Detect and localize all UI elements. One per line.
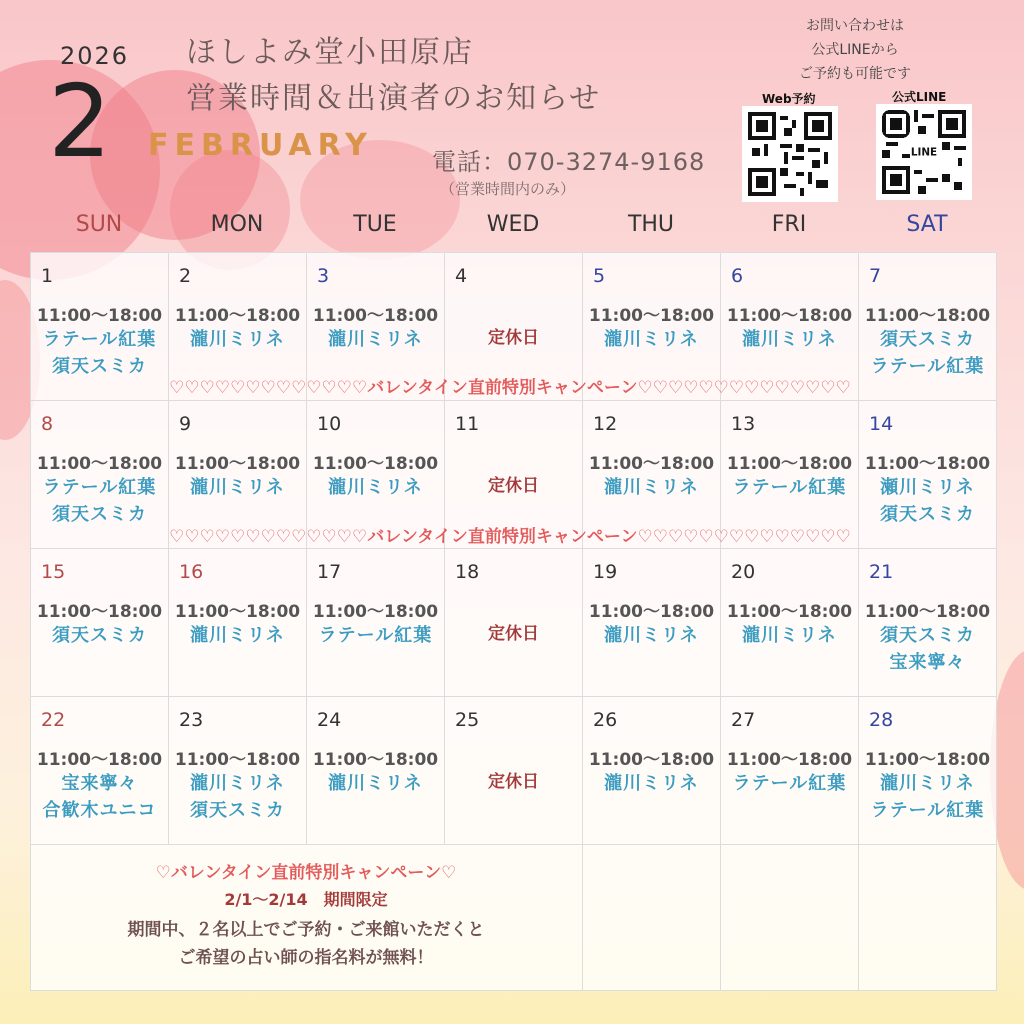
performer-name: ラテール紅葉: [870, 800, 985, 821]
day-number: 12: [593, 413, 618, 435]
contact-line: ご予約も可能です: [799, 66, 911, 82]
weekday-wed: WED: [486, 212, 540, 237]
web-reservation-qr-icon[interactable]: [742, 106, 838, 202]
performer-name: 瀧川ミリネ: [742, 329, 837, 350]
day-number: 19: [593, 561, 618, 583]
business-hours: 11:00〜18:00: [174, 750, 301, 770]
day-number: 25: [455, 709, 480, 731]
calendar-day-cell[interactable]: [307, 697, 445, 845]
day-number: 5: [593, 265, 606, 287]
contact-line: お問い合わせは: [806, 18, 904, 34]
day-number: 23: [179, 709, 204, 731]
performer-name: 瀧川ミリネ: [328, 477, 423, 498]
business-hours: 11:00〜18:00: [726, 750, 853, 770]
performer-name: 須天スミカ: [52, 504, 147, 525]
performer-name: 瀧川ミリネ: [604, 477, 699, 498]
performer-name: 須天スミカ: [190, 800, 285, 821]
closed-label: 定休日: [488, 624, 539, 644]
contact-line: 公式LINEから: [811, 42, 899, 58]
business-hours: 11:00〜18:00: [726, 602, 853, 622]
campaign-benefit: ご希望の占い師の指名料が無料！: [178, 948, 434, 968]
performer-name: 瀬川ミリネ: [880, 477, 975, 498]
performer-name: ラテール紅葉: [42, 477, 157, 498]
day-number: 15: [41, 561, 66, 583]
closed-label: 定休日: [488, 328, 539, 348]
day-number: 18: [455, 561, 480, 583]
day-number: 8: [41, 413, 54, 435]
weekday-fri: FRI: [771, 212, 807, 237]
business-hours: 11:00〜18:00: [174, 602, 301, 622]
line-logo-text: LINE: [910, 146, 938, 159]
closed-label: 定休日: [488, 476, 539, 496]
calendar-day-cell[interactable]: [859, 697, 997, 845]
performer-name: 瀧川ミリネ: [604, 625, 699, 646]
weekday-tue: TUE: [353, 212, 397, 237]
qr-line-label: 公式LINE: [892, 90, 947, 104]
campaign-notice: [30, 842, 582, 990]
phone-note: （営業時間内のみ）: [440, 180, 576, 198]
empty-cell: [583, 845, 721, 991]
business-hours: 11:00〜18:00: [312, 750, 439, 770]
performer-name: 須天スミカ: [52, 625, 147, 646]
day-number: 3: [317, 265, 330, 287]
weekday-thu: THU: [627, 212, 675, 237]
day-number: 21: [869, 561, 894, 583]
closed-label: 定休日: [488, 772, 539, 792]
campaign-banner: ♡♡♡♡♡♡♡♡♡♡♡♡♡バレンタイン直前特別キャンペーン♡♡♡♡♡♡♡♡♡♡♡♡♡♡: [169, 378, 851, 397]
performer-name: ラテール紅葉: [732, 773, 847, 794]
performer-name: 瀧川ミリネ: [190, 477, 285, 498]
performer-name: 宝来寧々: [889, 652, 966, 673]
qr-web-label: Web予約: [762, 92, 816, 106]
day-number: 2: [179, 265, 192, 287]
performer-name: 合歓木ユニコ: [42, 800, 157, 821]
campaign-description: 期間中、２名以上でご予約・ご来館いただくと: [127, 920, 485, 940]
business-hours: 11:00〜18:00: [864, 602, 991, 622]
day-number: 11: [455, 413, 480, 435]
weekday-sat: SAT: [906, 212, 948, 237]
day-number: 24: [317, 709, 342, 731]
calendar-day-cell[interactable]: [583, 549, 721, 697]
business-hours: 11:00〜18:00: [864, 750, 991, 770]
calendar-day-cell[interactable]: [721, 549, 859, 697]
subtitle: 営業時間＆出演者のお知らせ: [186, 81, 602, 116]
performer-name: 須天スミカ: [880, 625, 975, 646]
performer-name: 瀧川ミリネ: [190, 773, 285, 794]
calendar-day-cell[interactable]: [169, 697, 307, 845]
performer-name: 瀧川ミリネ: [328, 773, 423, 794]
business-hours: 11:00〜18:00: [312, 306, 439, 326]
performer-name: 瀧川ミリネ: [742, 625, 837, 646]
performer-name: 瀧川ミリネ: [880, 773, 975, 794]
weekday-sun: SUN: [75, 212, 123, 237]
calendar-day-cell[interactable]: [859, 549, 997, 697]
calendar-day-cell[interactable]: [583, 697, 721, 845]
contact-note: [770, 14, 940, 86]
performer-name: 須天スミカ: [880, 329, 975, 350]
month-number: 2: [48, 63, 112, 180]
day-number: 13: [731, 413, 756, 435]
business-hours: 11:00〜18:00: [726, 454, 853, 474]
performer-name: ラテール紅葉: [318, 625, 433, 646]
calendar-day-cell[interactable]: [445, 697, 583, 845]
day-number: 27: [731, 709, 756, 731]
business-hours: 11:00〜18:00: [588, 750, 715, 770]
empty-cell: [859, 845, 997, 991]
performer-name: 瀧川ミリネ: [604, 773, 699, 794]
day-number: 17: [317, 561, 342, 583]
business-hours: 11:00〜18:00: [312, 454, 439, 474]
line-qr-icon[interactable]: [876, 104, 972, 200]
business-hours: 11:00〜18:00: [864, 306, 991, 326]
business-hours: 11:00〜18:00: [36, 454, 163, 474]
day-number: 14: [869, 413, 894, 435]
performer-name: ラテール紅葉: [732, 477, 847, 498]
performer-name: 宝来寧々: [61, 773, 138, 794]
business-hours: 11:00〜18:00: [36, 306, 163, 326]
campaign-period: 2/1〜2/14 期間限定: [224, 890, 388, 909]
business-hours: 11:00〜18:00: [312, 602, 439, 622]
year: 2026: [60, 42, 130, 70]
page-title: [186, 30, 601, 122]
calendar-day-cell[interactable]: [31, 697, 169, 845]
shop-name: ほしよみ堂小田原店: [186, 35, 474, 70]
performer-name: 須天スミカ: [52, 356, 147, 377]
weekday-mon: MON: [210, 212, 264, 237]
calendar-day-cell[interactable]: [307, 549, 445, 697]
day-number: 9: [179, 413, 192, 435]
day-number: 4: [455, 265, 468, 287]
calendar-day-cell[interactable]: [721, 697, 859, 845]
day-number: 28: [869, 709, 894, 731]
empty-cell: [721, 845, 859, 991]
performer-name: 瀧川ミリネ: [190, 329, 285, 350]
month-name: FEBRUARY: [148, 128, 373, 163]
day-number: 7: [869, 265, 882, 287]
performer-name: 瀧川ミリネ: [328, 329, 423, 350]
calendar-day-cell[interactable]: [445, 549, 583, 697]
day-number: 10: [317, 413, 342, 435]
business-hours: 11:00〜18:00: [36, 602, 163, 622]
performer-name: 瀧川ミリネ: [604, 329, 699, 350]
day-number: 26: [593, 709, 618, 731]
business-hours: 11:00〜18:00: [174, 454, 301, 474]
day-number: 6: [731, 265, 744, 287]
phone-number[interactable]: 電話：070-3274-9168: [432, 148, 706, 176]
calendar-day-cell[interactable]: [31, 549, 169, 697]
performer-name: 須天スミカ: [880, 504, 975, 525]
performer-name: ラテール紅葉: [870, 356, 985, 377]
business-hours: 11:00〜18:00: [174, 306, 301, 326]
day-number: 1: [41, 265, 54, 287]
calendar-day-cell[interactable]: [169, 549, 307, 697]
day-number: 16: [179, 561, 204, 583]
business-hours: 11:00〜18:00: [588, 306, 715, 326]
business-hours: 11:00〜18:00: [726, 306, 853, 326]
business-hours: 11:00〜18:00: [864, 454, 991, 474]
day-number: 20: [731, 561, 756, 583]
day-number: 22: [41, 709, 66, 731]
campaign-banner: ♡♡♡♡♡♡♡♡♡♡♡♡♡バレンタイン直前特別キャンペーン♡♡♡♡♡♡♡♡♡♡♡♡♡♡: [169, 527, 851, 546]
campaign-title: ♡バレンタイン直前特別キャンペーン♡: [155, 863, 457, 883]
performer-name: 瀧川ミリネ: [190, 625, 285, 646]
performer-name: ラテール紅葉: [42, 329, 157, 350]
business-hours: 11:00〜18:00: [588, 602, 715, 622]
business-hours: 11:00〜18:00: [588, 454, 715, 474]
business-hours: 11:00〜18:00: [36, 750, 163, 770]
